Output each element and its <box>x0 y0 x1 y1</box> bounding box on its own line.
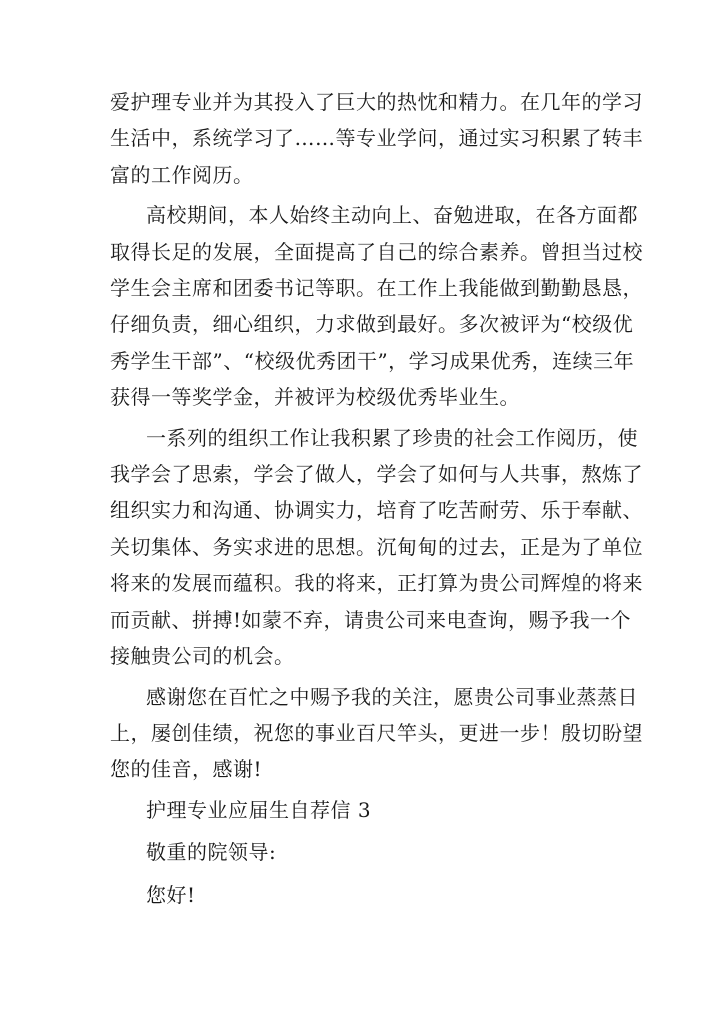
paragraph-3 <box>110 420 643 675</box>
greeting: 您好! <box>146 882 196 907</box>
paragraph-2 <box>110 197 643 415</box>
text-line: 感谢您在百忙之中赐予我的关注，愿贵公司事业蒸蒸日 <box>146 684 638 709</box>
text-line: 将来的发展而蕴积。我的将来，正打算为贵公司辉煌的将来 <box>110 571 643 596</box>
salutation: 敬重的院领导: <box>146 840 277 865</box>
text-line: 秀学生干部”、“校级优秀团干”，学习成果优秀，连续三年 <box>110 348 635 373</box>
text-line: 上，屡创佳绩，祝您的事业百尺竿头，更进一步！殷切盼望 <box>110 720 643 745</box>
letter-title: 护理专业应届生自荐信 3 <box>146 797 372 822</box>
text-line: 学生会主席和团委书记等职。在工作上我能做到勤勤恳恳， <box>110 276 643 301</box>
paragraph-1 <box>110 84 643 193</box>
text-line: 生活中，系统学习了……等专业学问，通过实习积累了转丰 <box>110 126 643 151</box>
text-line: 获得一等奖学金，并被评为校级优秀毕业生。 <box>110 385 520 410</box>
text-line: 富的工作阅历。 <box>110 162 254 187</box>
text-line: 取得长足的发展，全面提高了自己的综合素养。曾担当过校 <box>110 239 643 264</box>
document-body <box>110 84 643 919</box>
text-line: 接触贵公司的机会。 <box>110 644 295 669</box>
text-line: 组织实力和沟通、协调实力，培育了吃苦耐劳、乐于奉献、 <box>110 498 643 523</box>
text-line: 一系列的组织工作让我积累了珍贵的社会工作阅历，使 <box>146 425 638 450</box>
paragraph-4 <box>110 679 643 788</box>
text-line: 您的佳音，感谢! <box>110 757 263 782</box>
text-line: 仔细负责，细心组织，力求做到最好。多次被评为“校级优 <box>110 312 634 337</box>
text-line: 而贡献、拼搏!如蒙不弃，请贵公司来电查询，赐予我一个 <box>110 607 632 632</box>
text-line: 爱护理专业并为其投入了巨大的热忱和精力。在几年的学习 <box>110 90 643 114</box>
text-line: 我学会了思索，学会了做人，学会了如何与人共事，熬炼了 <box>110 462 643 487</box>
text-line: 关切集体、务实求进的思想。沉甸甸的过去，正是为了单位 <box>110 534 643 559</box>
text-line: 高校期间，本人始终主动向上、奋勉进取，在各方面都 <box>146 203 638 228</box>
